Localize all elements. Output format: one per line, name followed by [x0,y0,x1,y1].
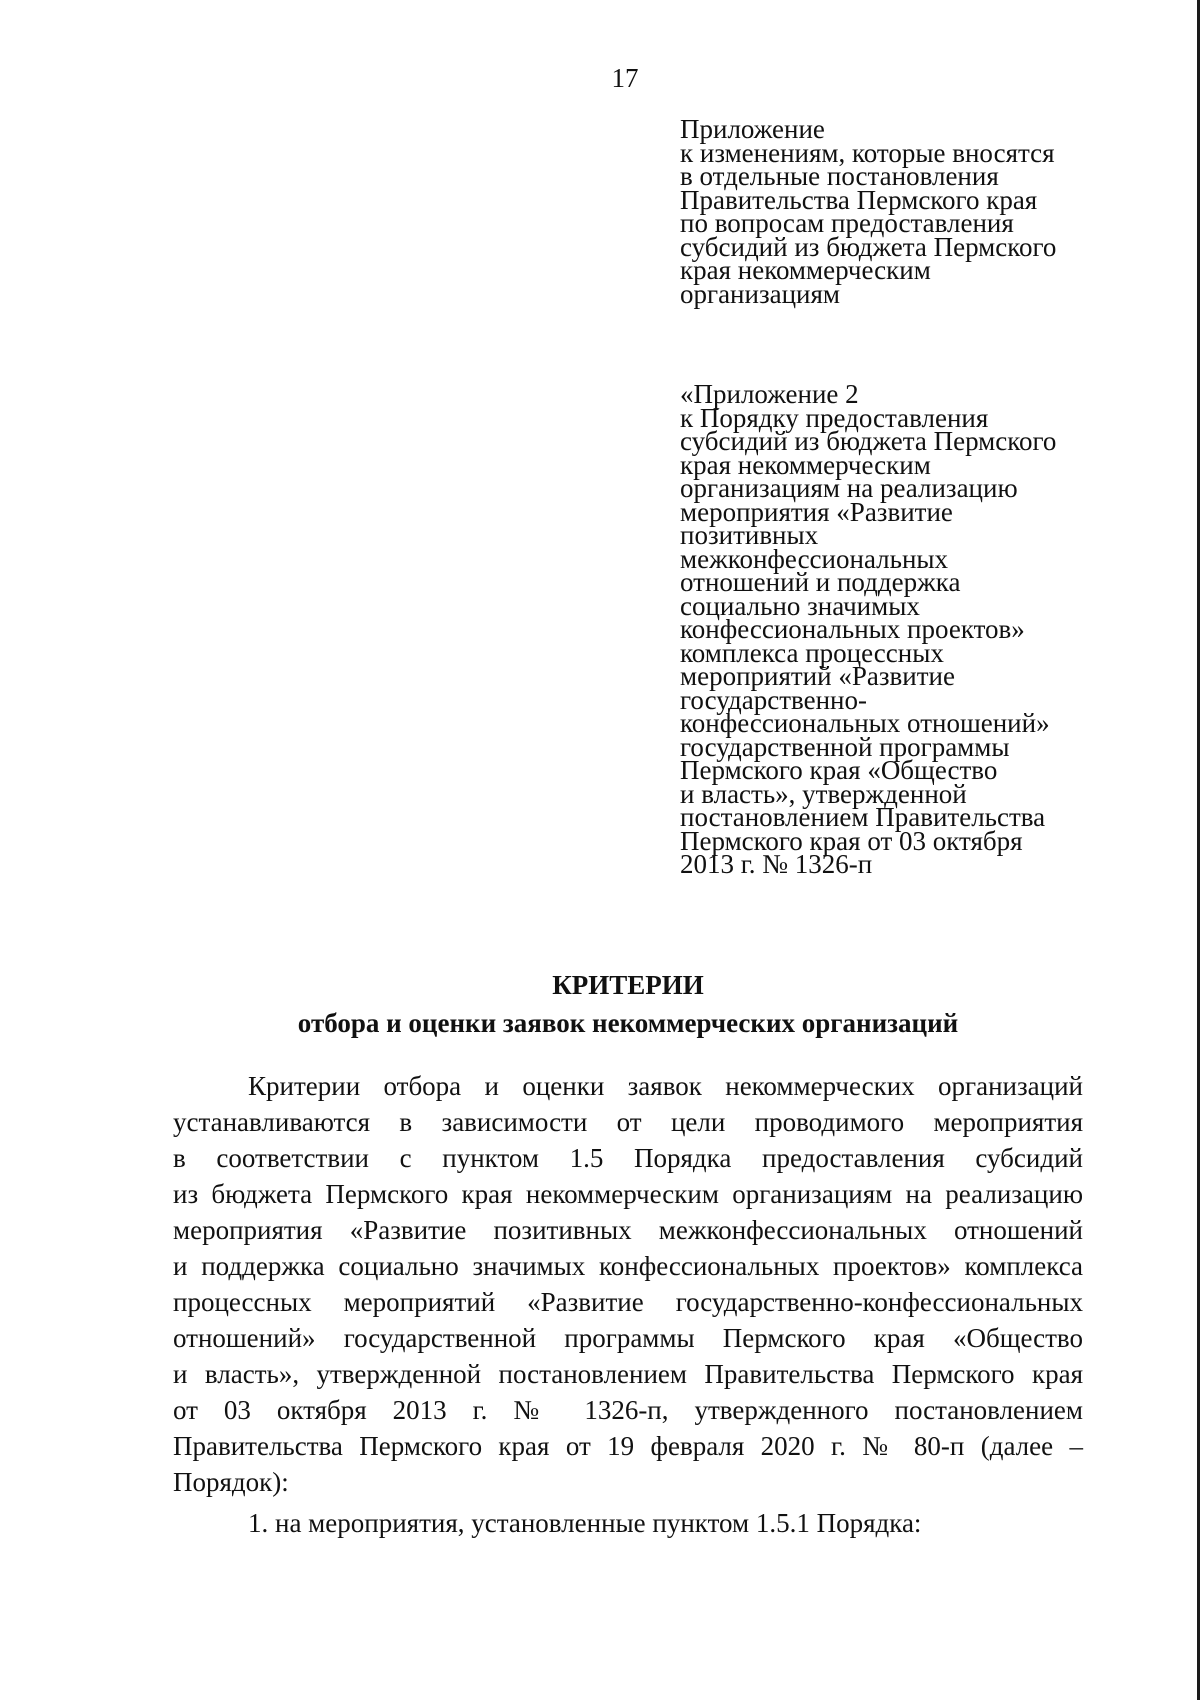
body-line: Критерии отбора и оценки заявок некоммерческих организаций [248,1071,1083,1101]
body-line: отношений» государственной программы Пермского края «Общество [173,1323,1083,1353]
annex-2-line: организациям на реализацию [680,473,1018,503]
annex-2-line: к Порядку предоставления [680,402,989,433]
body-line: и власть», утвержденной постановлением Правительства Пермского края [173,1359,1083,1389]
annex-2-line: 2013 г. № 1326-п [680,849,873,879]
annex-2-line: государственной программы [680,731,1010,762]
annex-2-line: позитивных [680,520,819,550]
body-line: от 03 октября 2013 г. № 1326-п, утвержденного постановлением [173,1395,1083,1425]
annex-2-line: постановлением Правительства [680,802,1046,832]
title-subtitle: отбора и оценки заявок некоммерческих организаций [297,1008,959,1038]
annex-1-line: по вопросам предоставления [680,208,1014,238]
annex-2-line: и власть», утвержденной [680,778,967,809]
body-line: Порядок): [173,1467,289,1497]
annex-2-line: субсидий из бюджета Пермского [680,426,1057,456]
annex-2-line: мероприятия «Развитие [680,496,953,527]
annex-header-amendments [680,114,1120,309]
list-item-1: 1. на мероприятия, установленные пунктом 1.5.1 Порядка: [248,1508,922,1538]
body-paragraph [173,1068,1083,1500]
annex-2-line: мероприятий «Развитие [680,661,955,691]
annex-2-line: «Приложение 2 [680,379,859,409]
annex-2-line: комплекса процессных [680,637,944,668]
annex-2-line: конфессиональных проектов» [680,614,1025,644]
annex-1-line: в отдельные постановления [680,161,999,191]
body-line: Правительства Пермского края от 19 февраля 2020 г. № 80-п (далее – [173,1431,1083,1461]
annex-2-line: межконфессиональных [680,543,949,574]
annex-1-line: Правительства Пермского края [680,184,1038,215]
annex-2-line: социально значимых [680,590,920,621]
annex-2-line: конфессиональных отношений» [680,708,1050,738]
annex-1-line: субсидий из бюджета Пермского [680,231,1057,262]
body-line: мероприятия «Развитие позитивных межконфессиональных отношений [173,1215,1083,1245]
body-line: устанавливаются в зависимости от цели проводимого мероприятия [173,1107,1083,1137]
annex-2-line: Пермского края от 03 октября [680,825,1023,856]
annex-1-line: организациям [680,278,841,309]
body-line: в соответствии с пунктом 1.5 Порядка предоставления субсидий [173,1143,1083,1173]
body-line: и поддержка социально значимых конфессиональных проектов» комплекса [173,1251,1083,1281]
annex-2-line: отношений и поддержка [680,567,961,597]
annex-header-appendix-2 [680,379,1120,879]
annex-1-line: к изменениям, которые вносятся [680,137,1055,168]
annex-1-line: Приложение [680,114,825,144]
document-title [0,966,1200,1042]
body-line: из бюджета Пермского края некоммерческим организациям на реализацию [173,1179,1083,1209]
title-main: КРИТЕРИИ [552,970,704,1000]
annex-1-line: края некоммерческим [680,255,931,285]
annex-2-line: края некоммерческим [680,449,931,480]
body-line: процессных мероприятий «Развитие государственно-конфессиональных [173,1287,1083,1317]
page-number: 17 [611,63,639,93]
annex-2-line: Пермского края «Общество [680,755,998,785]
annex-2-line: государственно- [680,684,867,715]
